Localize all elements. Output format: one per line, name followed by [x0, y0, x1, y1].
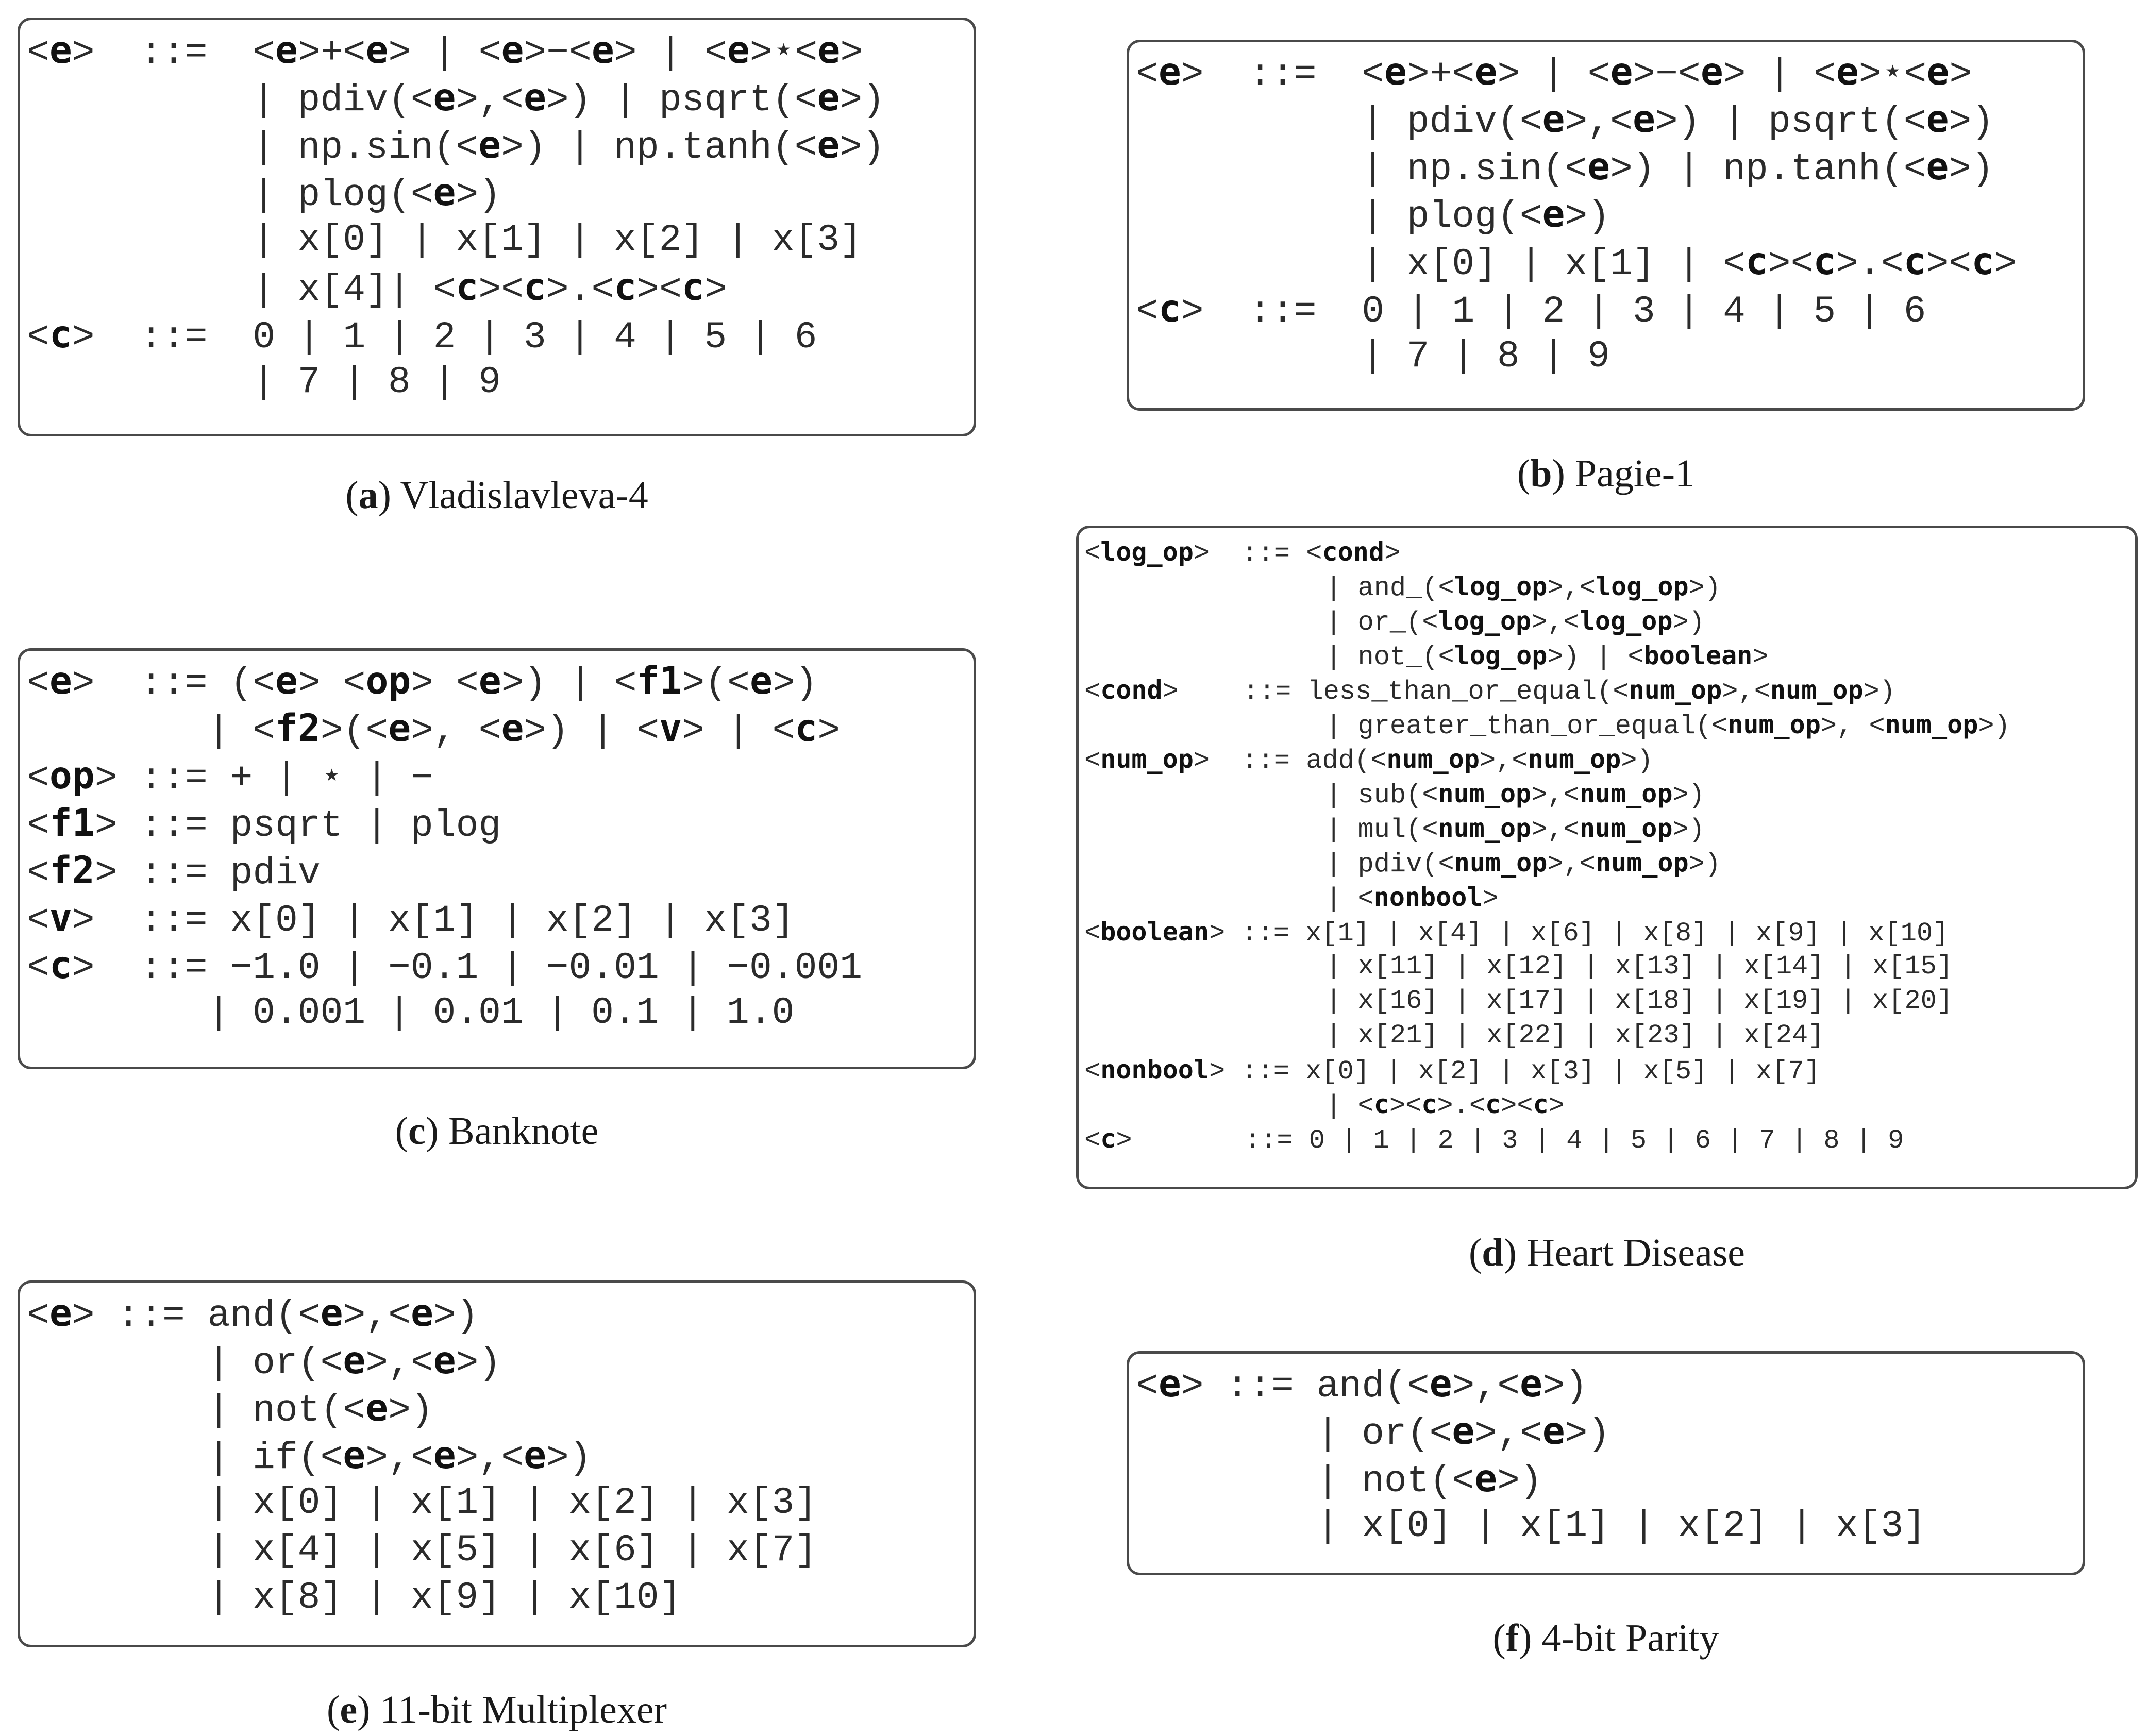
grammar-line: <e> ::= <e>+<e> | <e>−<e> | <e>⋆<e> [1136, 50, 1972, 96]
grammar-text-d [1084, 535, 2010, 1156]
grammar-line: <op> ::= + | ⋆ | − [27, 754, 433, 800]
grammar-line: | sub(<num_op>,<num_op>) [1084, 779, 1705, 811]
grammar-text-c [27, 658, 862, 1037]
grammar-line: | <c><c>.<c><c> [1084, 1089, 1565, 1121]
caption-tag-b: b [1530, 452, 1552, 495]
caption-text-d: Heart Disease [1526, 1231, 1746, 1274]
caption-tag-a: a [358, 474, 378, 517]
grammar-line: <log_op> ::= <cond> [1084, 537, 1401, 569]
grammar-line: | or_(<log_op>,<log_op>) [1084, 606, 1705, 638]
grammar-line: | x[8] | x[9] | x[10] [27, 1576, 682, 1619]
grammar-line: | pdiv(<num_op>,<num_op>) [1084, 848, 1721, 880]
caption-tag-e: e [340, 1688, 358, 1731]
caption-b: (b) Pagie-1 [1517, 452, 1695, 495]
grammar-line: <f2> ::= pdiv [27, 849, 321, 895]
grammar-line: | x[0] | x[1] | x[2] | x[3] [27, 218, 862, 261]
grammar-line: | mul(<num_op>,<num_op>) [1084, 813, 1705, 845]
caption-e: (e) 11-bit Multiplexer [327, 1688, 667, 1731]
grammar-line: <boolean> ::= x[1] | x[4] | x[6] | x[8] | x[9] | x[10] [1084, 917, 1949, 949]
grammar-line: <c> ::= 0 | 1 | 2 | 3 | 4 | 5 | 6 [27, 313, 817, 359]
grammar-line: <cond> ::= less_than_or_equal(<num_op>,<num_op>) [1084, 675, 1895, 707]
grammar-line: | x[4] | x[5] | x[6] | x[7] [27, 1529, 817, 1572]
grammar-line: | np.sin(<e>) | np.tanh(<e>) [27, 123, 885, 169]
grammar-line: | x[0] | x[1] | <c><c>.<c><c> [1136, 240, 2017, 285]
caption-text-e: 11-bit Multiplexer [380, 1688, 667, 1731]
grammar-text-a [27, 27, 885, 406]
grammar-line: <e> ::= and(<e>,<e>) [27, 1291, 479, 1337]
grammar-line: | 0.001 | 0.01 | 0.1 | 1.0 [27, 991, 795, 1034]
caption-tag-d: d [1482, 1231, 1504, 1274]
grammar-line: | pdiv(<e>,<e>) | psqrt(<e>) [1136, 97, 1994, 143]
grammar-line: <c> ::= 0 | 1 | 2 | 3 | 4 | 5 | 6 [1136, 287, 1926, 333]
grammar-text-b [1136, 48, 2017, 380]
grammar-text-f [1136, 1360, 1926, 1550]
grammar-line: <num_op> ::= add(<num_op>,<num_op>) [1084, 744, 1653, 776]
grammar-line: | greater_than_or_equal(<num_op>, <num_op>) [1084, 710, 2010, 741]
caption-text-c: Banknote [448, 1109, 599, 1153]
caption-text-a: Vladislavleva-4 [400, 474, 648, 517]
grammar-line: | plog(<e>) [27, 171, 501, 216]
caption-tag-c: c [408, 1109, 426, 1153]
grammar-line: <c> ::= 0 | 1 | 2 | 3 | 4 | 5 | 6 | 7 | 8 | 9 [1084, 1124, 1904, 1156]
grammar-line: | not(<e>) [1136, 1457, 1542, 1503]
caption-c: (c) Banknote [395, 1109, 599, 1153]
grammar-line: <e> ::= (<e> <op> <e>) | <f1>(<e>) [27, 659, 818, 705]
grammar-line: | x[4]| <c><c>.<c><c> [27, 265, 727, 311]
grammar-line: <f1> ::= psqrt | plog [27, 801, 501, 847]
grammar-line: | x[0] | x[1] | x[2] | x[3] [27, 1481, 817, 1524]
caption-text-f: 4-bit Parity [1541, 1616, 1719, 1660]
grammar-line: <v> ::= x[0] | x[1] | x[2] | x[3] [27, 896, 795, 942]
grammar-line: | plog(<e>) [1136, 192, 1610, 238]
grammar-line: | and_(<log_op>,<log_op>) [1084, 571, 1721, 603]
grammar-line: <nonbool> ::= x[0] | x[2] | x[3] | x[5] | x[7] [1084, 1055, 1820, 1087]
grammar-line: | 7 | 8 | 9 [1136, 335, 1610, 378]
grammar-line: | pdiv(<e>,<e>) | psqrt(<e>) [27, 76, 885, 122]
grammar-line: | <f2>(<e>, <e>) | <v> | <c> [27, 706, 841, 752]
grammar-line: | x[0] | x[1] | x[2] | x[3] [1136, 1505, 1926, 1547]
grammar-line: | <nonbool> [1084, 882, 1499, 914]
caption-d: (d) Heart Disease [1468, 1231, 1746, 1274]
grammar-line: <c> ::= −1.0 | −0.1 | −0.01 | −0.001 [27, 943, 863, 989]
caption-a: (a) Vladislavleva-4 [345, 474, 648, 517]
grammar-line: <e> ::= <e>+<e> | <e>−<e> | <e>⋆<e> [27, 28, 863, 74]
caption-tag-f: f [1505, 1616, 1519, 1660]
grammar-line: | x[21] | x[22] | x[23] | x[24] [1084, 1020, 1824, 1051]
grammar-line: | x[11] | x[12] | x[13] | x[14] | x[15] [1084, 951, 1953, 982]
grammar-line: | or(<e>,<e>) [27, 1339, 501, 1385]
grammar-line: | np.sin(<e>) | np.tanh(<e>) [1136, 145, 1994, 191]
caption-f: (f) 4-bit Parity [1492, 1616, 1719, 1660]
grammar-line: | x[16] | x[17] | x[18] | x[19] | x[20] [1084, 986, 1953, 1016]
grammar-text-e [27, 1290, 817, 1622]
grammar-line: | not(<e>) [27, 1386, 433, 1432]
grammar-line: | not_(<log_op>) | <boolean> [1084, 641, 1769, 672]
grammar-line: <e> ::= and(<e>,<e>) [1136, 1362, 1588, 1408]
grammar-line: | 7 | 8 | 9 [27, 361, 501, 403]
grammar-line: | if(<e>,<e>,<e>) [27, 1434, 592, 1479]
caption-text-b: Pagie-1 [1574, 452, 1695, 495]
grammar-line: | or(<e>,<e>) [1136, 1409, 1610, 1455]
